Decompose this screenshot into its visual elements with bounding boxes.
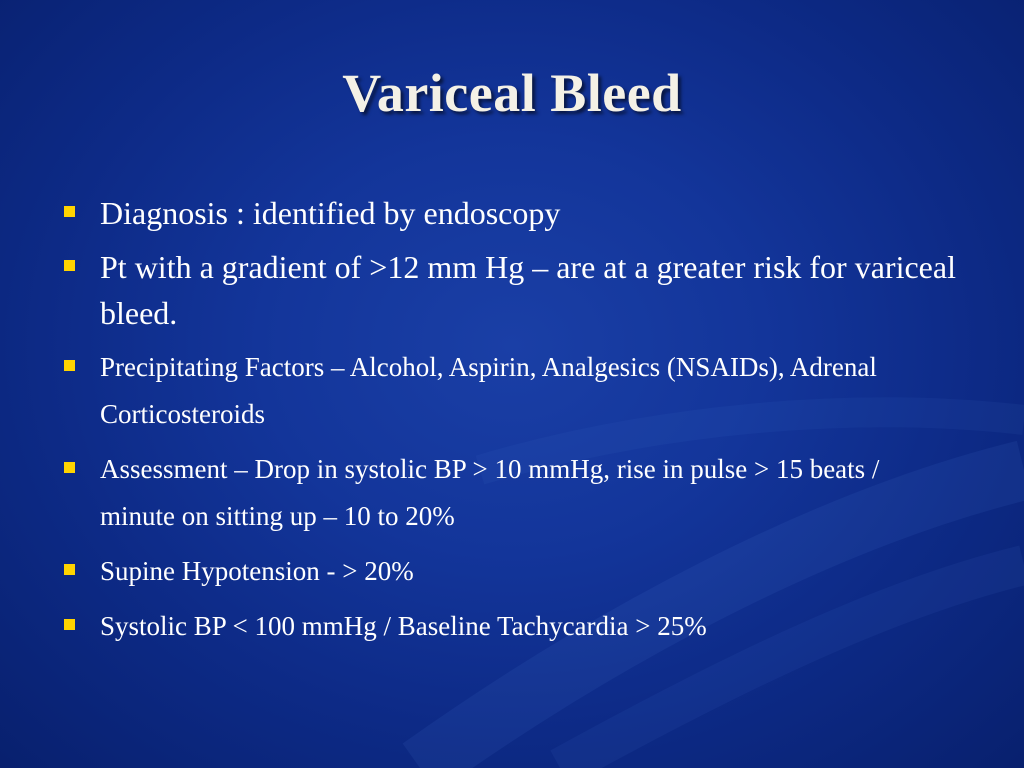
bullet-text: Systolic BP < 100 mmHg / Baseline Tachycardia > 25%	[100, 611, 707, 641]
square-bullet-icon	[64, 619, 75, 630]
bullet-text: Pt with a gradient of >12 mm Hg – are at a greater risk for variceal bleed.	[100, 249, 956, 331]
bullet-item	[60, 446, 960, 540]
square-bullet-icon	[64, 360, 75, 371]
bullet-text: Precipitating Factors – Alcohol, Aspirin, Analgesics (NSAIDs), Adrenal Corticosteroids	[100, 352, 877, 429]
square-bullet-icon	[64, 462, 75, 473]
square-bullet-icon	[64, 260, 75, 271]
square-bullet-icon	[64, 564, 75, 575]
bullet-item	[60, 603, 960, 650]
bullet-text: Diagnosis : identified by endoscopy	[100, 195, 561, 231]
square-bullet-icon	[64, 206, 75, 217]
bullet-text: Supine Hypotension - > 20%	[100, 556, 414, 586]
slide-title: Variceal Bleed	[342, 63, 682, 123]
bullet-item	[60, 344, 960, 438]
bullet-item	[60, 244, 960, 336]
bullet-item	[60, 190, 960, 236]
bullet-text: Assessment – Drop in systolic BP > 10 mmHg, rise in pulse > 15 beats / minute on sitting up – 10 to 20%	[100, 454, 880, 531]
bullet-list	[60, 190, 960, 658]
bullet-item	[60, 548, 960, 595]
